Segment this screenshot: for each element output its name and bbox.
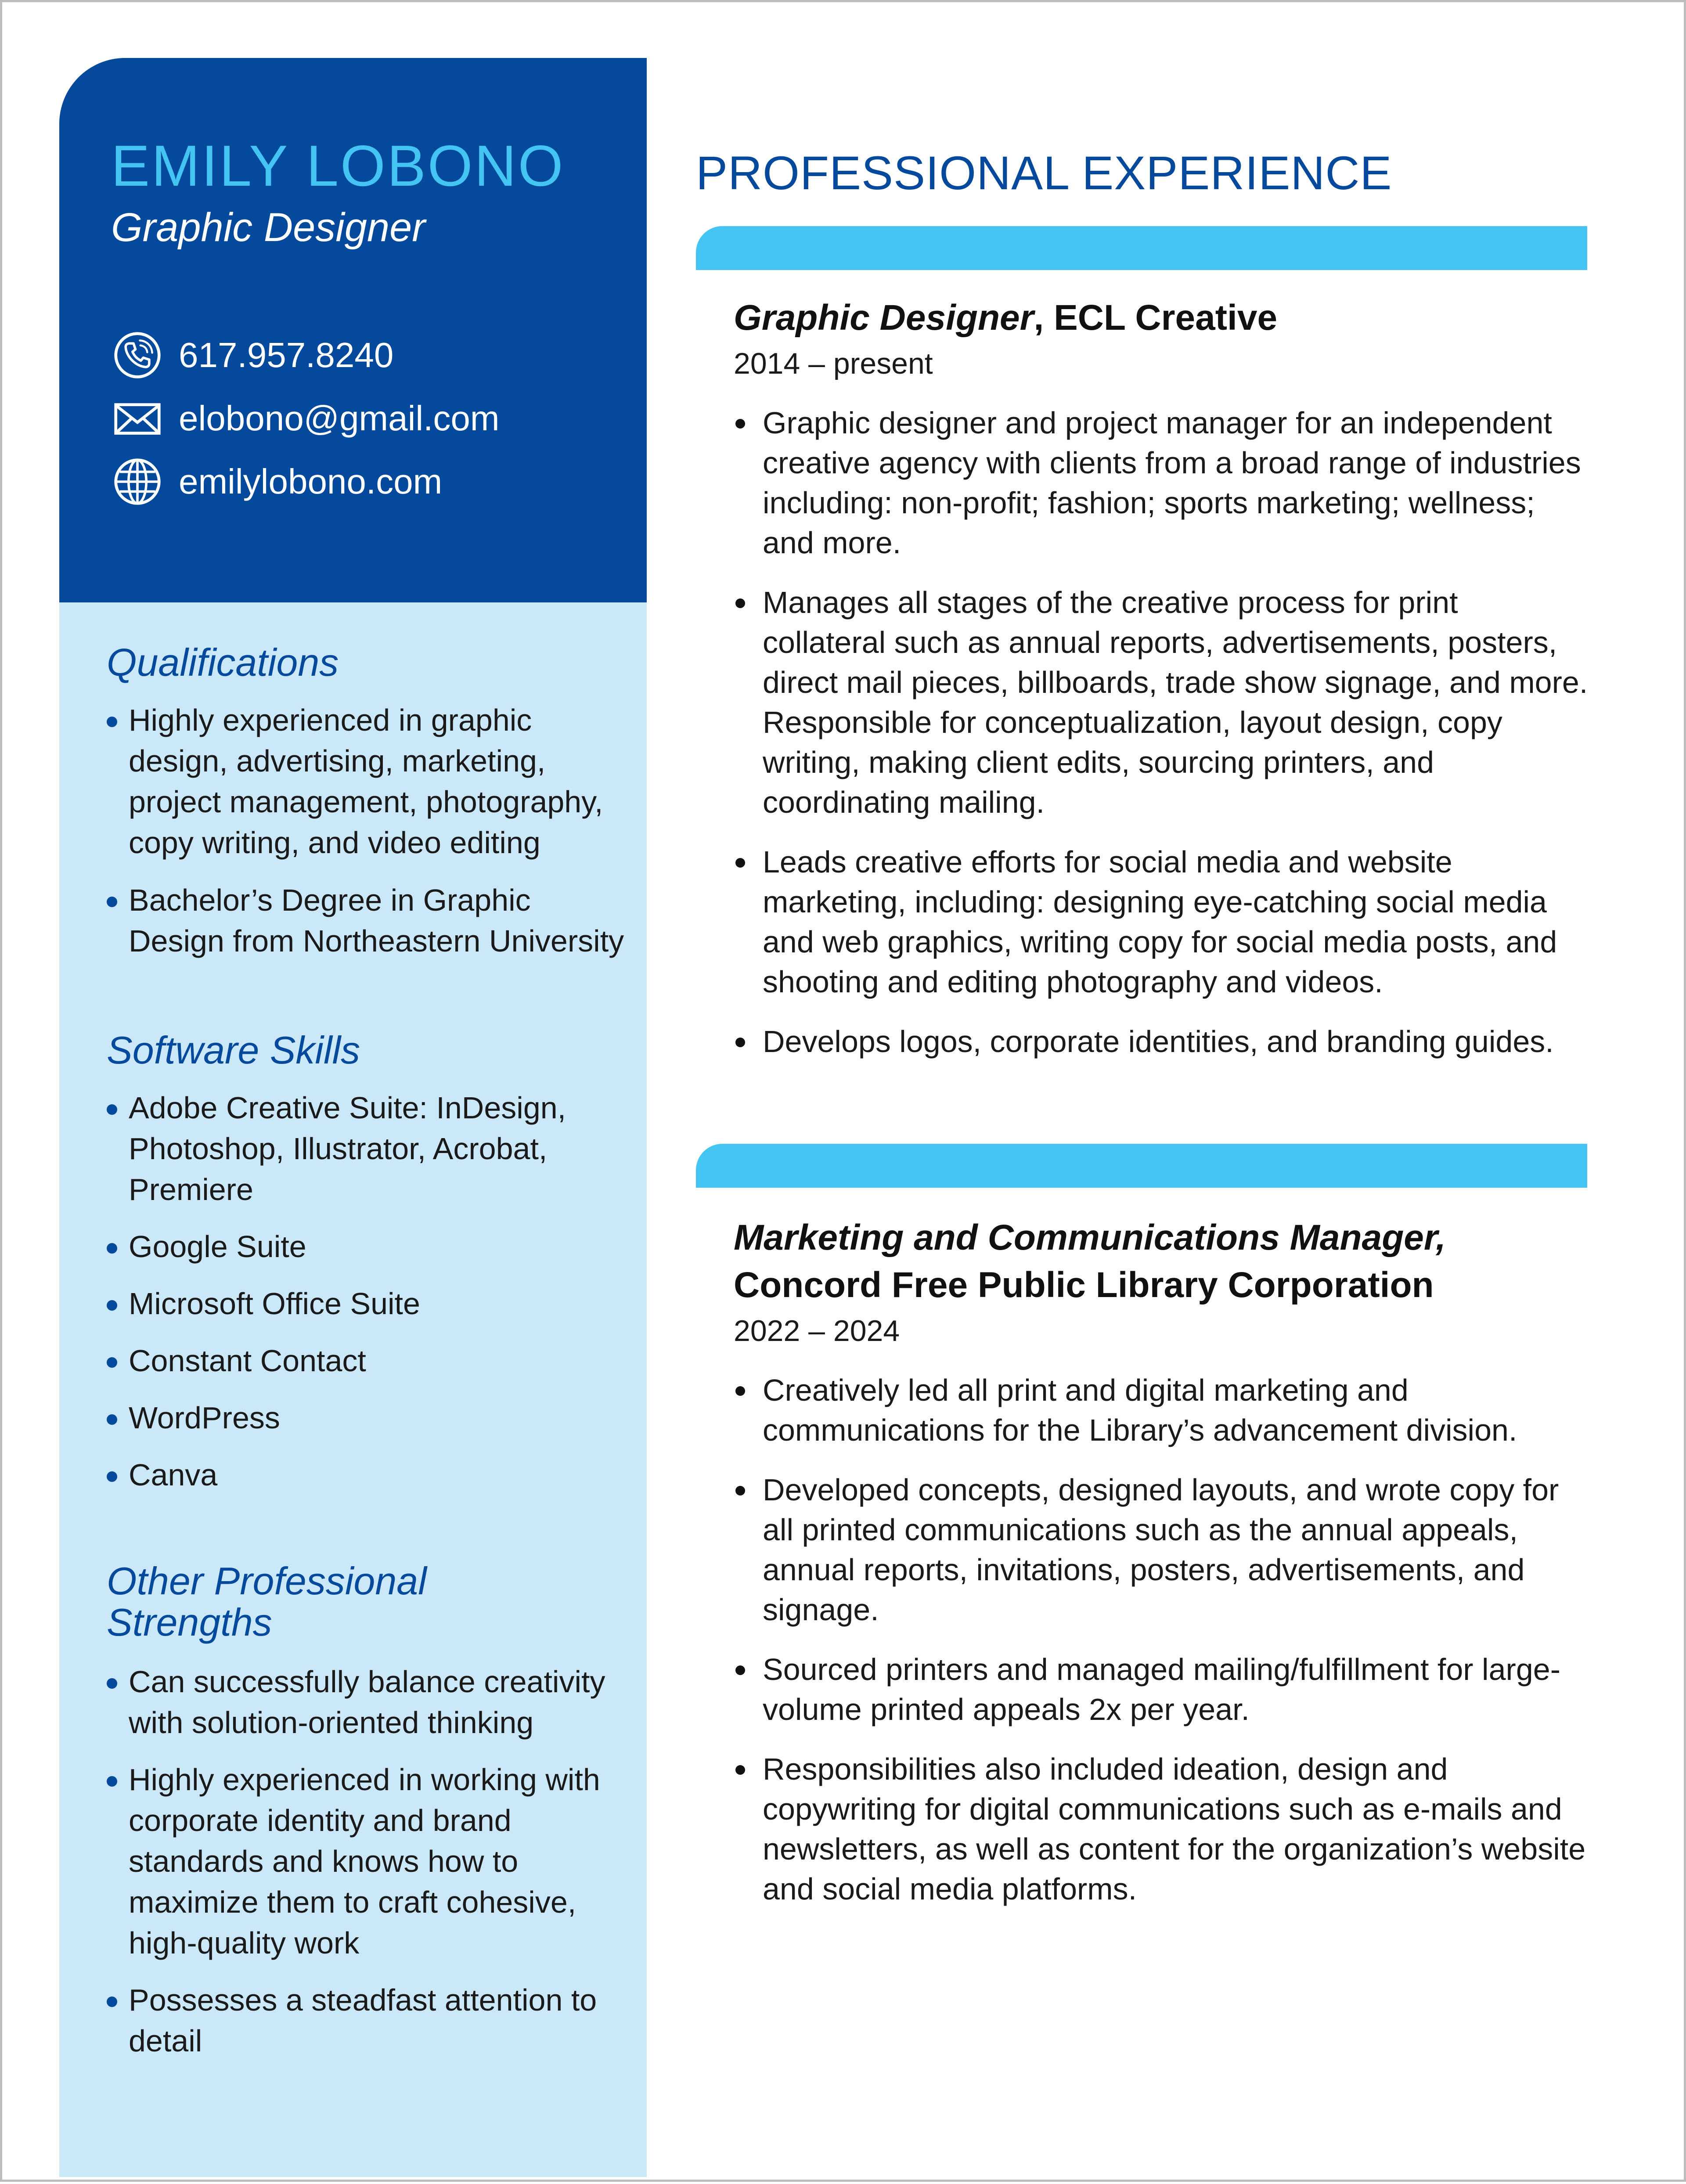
contact-website [111, 450, 499, 513]
job-role: Graphic Designer [734, 298, 1034, 338]
job-bullet: Manages all stages of the creative process for print collateral such as annual reports, advertisements, posters, direct mail pieces, billboards, trade show signage, and more. Responsible for conceptualization, layout design, copy writing, making client edits, sourcing printers, and coordinating mailing. [734, 583, 1588, 822]
qualifications-heading: Qualifications [107, 641, 339, 684]
software-skill-item: WordPress [107, 1398, 634, 1438]
experience-column [696, 2, 1596, 2184]
sidebar [59, 58, 647, 2122]
job-bullet-list [734, 1370, 1594, 1909]
job-role: Marketing and Communications Manager, [734, 1218, 1446, 1258]
qualifications-list [107, 700, 634, 962]
software-skill-item: Constant Contact [107, 1341, 634, 1381]
strength-item: Possesses a steadfast attention to detail [107, 1980, 634, 2061]
phone-number[interactable]: 617.957.8240 [179, 335, 394, 375]
experience-heading: PROFESSIONAL EXPERIENCE [696, 146, 1392, 199]
job-bullet: Develops logos, corporate identities, and branding guides. [734, 1022, 1588, 1062]
candidate-name: EMILY LOBONO [111, 133, 565, 198]
job-entry-concord-library [734, 1214, 1594, 1909]
job-bullet: Graphic designer and project manager for an independent creative agency with clients from a broad range of industries including: non-profit; fashion; sports marketing; wellness; and more. [734, 403, 1588, 563]
software-skill-item: Canva [107, 1455, 634, 1496]
job-bullet: Responsibilities also included ideation, design and copywriting for digital communications such as e-mails and newsletters, as well as content for the organization’s website and social media platforms. [734, 1749, 1588, 1909]
job-dates: 2014 – present [734, 347, 933, 380]
software-skills-section [107, 1030, 634, 1496]
job-header [734, 1214, 1594, 1309]
job-entry-ecl-creative [734, 294, 1594, 1062]
software-skills-list [107, 1088, 634, 1496]
software-skill-item: Google Suite [107, 1226, 634, 1267]
email-address[interactable]: elobono@gmail.com [179, 399, 500, 438]
job-organization: , ECL Creative [1034, 298, 1278, 338]
job-header [734, 294, 1594, 342]
strengths-section [107, 1561, 634, 2061]
job-bullet-list [734, 403, 1594, 1062]
website-url[interactable]: emilylobono.com [179, 462, 443, 501]
job-bullet: Leads creative efforts for social media and website marketing, including: designing eye-catching social media and web graphics, writing copy for social media posts, and shooting and editing photography and videos. [734, 842, 1588, 1002]
strength-item: Highly experienced in working with corporate identity and brand standards and knows how to maximize them to craft cohesive, high-quality work [107, 1759, 634, 1964]
globe-icon [111, 455, 164, 508]
contact-email [111, 387, 499, 450]
strengths-list [107, 1661, 634, 2061]
candidate-title: Graphic Designer [111, 205, 425, 250]
contact-list [111, 324, 499, 513]
job-organization: Concord Free Public Library Corporation [734, 1265, 1434, 1305]
qualifications-section [107, 642, 634, 962]
software-skill-item: Adobe Creative Suite: InDesign, Photoshop, Illustrator, Acrobat, Premiere [107, 1088, 634, 1210]
job-bullet: Sourced printers and managed mailing/fulfillment for large-volume printed appeals 2x per year. [734, 1650, 1588, 1730]
sidebar-header-panel [59, 58, 647, 602]
envelope-icon [111, 392, 164, 445]
qualification-item: Bachelor’s Degree in Graphic Design from Northeastern University [107, 880, 634, 962]
contact-phone [111, 324, 499, 387]
software-skill-item: Microsoft Office Suite [107, 1283, 634, 1324]
job-dates: 2022 – 2024 [734, 1314, 900, 1348]
section-divider-bar [696, 226, 1587, 270]
section-divider-bar [696, 1144, 1587, 1188]
phone-icon [111, 329, 164, 382]
software-skills-heading: Software Skills [107, 1028, 360, 1072]
qualification-item: Highly experienced in graphic design, advertising, marketing, project management, photography, copy writing, and video editing [107, 700, 634, 863]
job-bullet: Creatively led all print and digital marketing and communications for the Library’s advancement division. [734, 1370, 1588, 1450]
strength-item: Can successfully balance creativity with solution-oriented thinking [107, 1661, 634, 1743]
job-bullet: Developed concepts, designed layouts, and wrote copy for all printed communications such as the annual appeals, annual reports, invitations, posters, advertisements, and signage. [734, 1470, 1588, 1630]
strengths-heading: Other Professional Strengths [107, 1559, 427, 1644]
